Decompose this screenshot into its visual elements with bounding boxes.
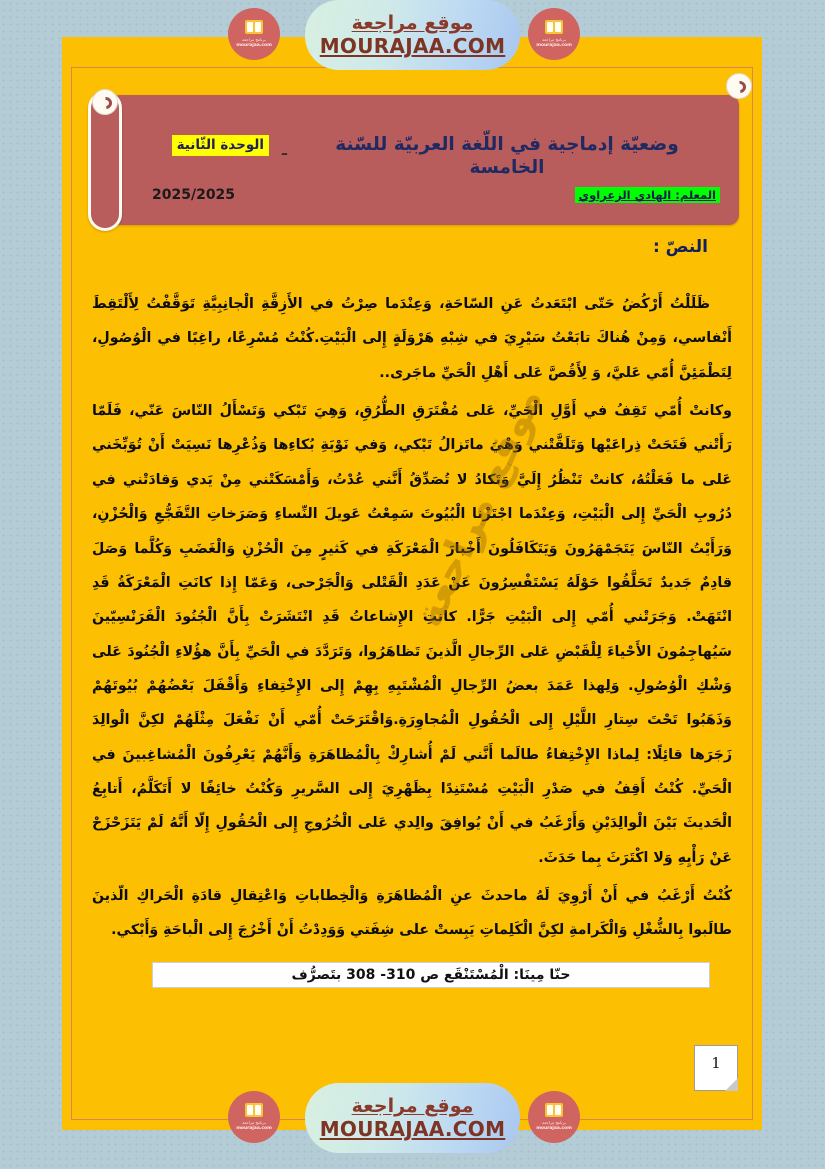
paragraph: ظَلَلْتُ أَرْكُضُ حَتّى ابْتَعَدتُ عَنِ السّاحَةِ، وَعِنْدَما صِرْتُ في الأَزِقَّةِ الْجانِبِيَّةِ تَوَقَّفْتُ لِأَلْتَقِطَ أَنْفاسي، وَمِنْ هُناكَ تابَعْتُ سَيْرِيَ في شِبْهِ هَرْوَلَةٍ إِلى الْبَيْتِ.كُنْتُ مُسْرِعًا، راغِبًا في الْوُصُولِ، لِتَطْمَئِنَّ أُمّي عَليَّ، وَ لِأَقُصَّ عَلى أَهْلِ الْحَيِّ ماجَرى..	[92, 296, 732, 381]
header-scroll-banner	[84, 91, 739, 231]
book-icon	[545, 20, 563, 34]
school-year: 2025/2025	[152, 187, 236, 203]
logo-caption-domain: mourajaa.com	[536, 42, 572, 48]
book-icon	[245, 20, 263, 34]
logo-caption-domain: mourajaa.com	[536, 1125, 572, 1131]
logo-caption-arabic: برنامج مراجعة	[542, 1119, 566, 1125]
logo-caption-domain: mourajaa.com	[236, 42, 272, 48]
page-title: وضعيّة إدماجية في اللّغة العربيّة للسّنة الخامسة	[335, 134, 679, 179]
brand-name-arabic: موقع مراجعة	[351, 1095, 474, 1118]
logo-caption-arabic: برنامج مراجعة	[242, 36, 266, 42]
scroll-curl-icon	[92, 89, 118, 115]
unit-badge: الوحدة الثّانية	[172, 135, 269, 156]
section-label: النصّ :	[652, 237, 708, 257]
brand-name-arabic: موقع مراجعة	[351, 12, 474, 35]
paragraph: كُنْتُ أَرْغَبُ في أَنْ أَرْوِيَ لَهُ ماحدثَ عنِ الْمُظاهَرَةِ وَالْخِطاباتِ وَاعْتِقالِ قادَةِ الْحَراكِ الّذينَ طالَبوا بِالشُّغْلِ وَالْكَرامةِ لكِنَّ الْكَلِماتِ يَبِستْ على شِفَتي وَوَدِدْتُ أَنْ أَخْرُجَ إِلى الْباحَةِ وَأَبْكي.	[92, 888, 732, 939]
logo-caption-arabic: برنامج مراجعة	[242, 1119, 266, 1125]
watermark-text: موقع مراجعة	[405, 381, 552, 634]
document-content	[62, 237, 762, 988]
paragraph: وكانتْ أُمّي تَقِفُ في أَوَّلِ الْحَيِّ، عَلى مُفْتَرَقِ الطُّرُقِ، وَهِيَ تَبْكي وَتَسْأَلُ النّاسَ عَنّي، فَلَمّا رَأَتْني فَتَحَتْ ذِراعَيْها وَتَلَقَّتْني وَهْيَ ماتَزالُ تَبْكي، وَفي نَوْبَةِ بُكاءِها وَذُعْرِها نَسِيَتْ أَنْ تُوَبِّخَني عَلى ما فَعَلْتُهُ، كانتْ تَنْظُرُ إِلَيَّ وَتَكادُ لا تُصَدِّقُ أَنَّني عُدْتُ، وَأَمْسَكَتْني مِنْ يَدي وَقادَتْني في دُرُوبِ الْحَيِّ إِلى الْبَيْتِ، وَعِنْدَما اجْتَزْنا الْبُيُوتَ سَمِعْتُ عَويلَ النِّساءِ وَصَرَخاتِ التَّفَجُّعِ وَالْحُزْنِ، وَرَأَيْتُ النّاسَ يَتَجَمْهَرُونَ وَيَتَكَافَلُونَ أَخْبارَ الْمَعْرَكَةِ في كَثيرٍ مِنَ الْحُزْنِ وَالْغَضَبِ وَكُلَّما وَصَلَ قادِمٌ جَديدٌ تَحَلَّقُوا حَوْلَهُ يَسْتَفْسِرُونَ عَنْ عَدَدِ الْقَتْلى وَالْجَرْحى، وَعَمّا إِذا كانَتِ الْمَعْرَكَةُ قَدِ انْتَهَتْ. وَجَرَتْني أُمّي إِلى الْبَيْتِ جَرًّا. كانتِ الإِشاعاتُ قَدِ انْتَشَرَتْ بِأَنَّ الْجُنُودَ الْفَرَنْسِيّينَ سَيُهاجِمُونَ الأَحْياءَ لِلْقَبْضِ عَلى الرِّجالِ الَّذينَ تَظاهَرُوا، وَتَرَدَّدَ في الْحَيِّ بِأَنَّ هؤُلاءِ الْجُنُودَ عَلى وَشْكِ الْوُصُولِ. وَلِهذا عَمَدَ بعضُ الرِّجالِ الْمُشْتَبِهِ بِهِمْ إِلى الإِخْتِفاءِ وَأَقْفَلَ بَعْضُهُمْ بُيُوتَهُمْ وَذَهَبُوا تَحْتَ سِتارِ اللَّيْلِ إِلى الْحُقُولِ الْمُجاوِرَةِ.وَاقْتَرَحَتْ أُمّي أَنْ نَفْعَلَ مِثْلَهُمْ لكِنَّ الْوالِدَ زَجَرَها قائِلًا: لِماذا الإِخْتِفاءُ طالَما أَنَّني لَمْ أُشارِكْ بِالْمُظاهَرَةِ وَأَنَّهُمْ يَعْرِفُونَ الْمُشاغِبينَ في الْحَيِّ. كُنْتُ أَقِفُ في صَدْرِ الْبَيْتِ مُسْتَنِدًا بِظَهْرِيَ إِلى السَّريرِ وَكُنْتُ خائِفًا لا أَتَكَلَّمُ، أَتابِعُ الْحَديثَ بَيْنَ الْوالِدَيْنِ وَأَرْغَبُ في أَنْ يُوافِقَ والِدي عَلى الْخُرُوجِ إِلى الْحُقُولِ إِلّا أَنَّهُ لَمْ يَتَزَحْزَحْ عَنْ رَأْيِهِ وَلا اكْتَرَثَ بِما حَدَثَ.	[92, 403, 732, 866]
brand-domain: MOURAJAA.COM	[319, 33, 506, 58]
teacher-badge: المعلم: الهادي الزعراوي	[575, 187, 720, 203]
source-citation: حنّا مِينَا: الْمُسْتَنْقَع ص 310- 308 بتَصرُّف	[152, 962, 710, 988]
brand-domain: MOURAJAA.COM	[319, 1116, 506, 1141]
logo-caption-domain: mourajaa.com	[236, 1125, 272, 1131]
scroll-banner-body	[112, 95, 739, 225]
logo-caption-arabic: برنامج مراجعة	[542, 36, 566, 42]
document-page	[62, 33, 762, 1130]
page-number-badge: 1	[694, 1045, 738, 1091]
title-dash: ـ	[281, 141, 287, 159]
scroll-curl-icon	[726, 73, 752, 99]
